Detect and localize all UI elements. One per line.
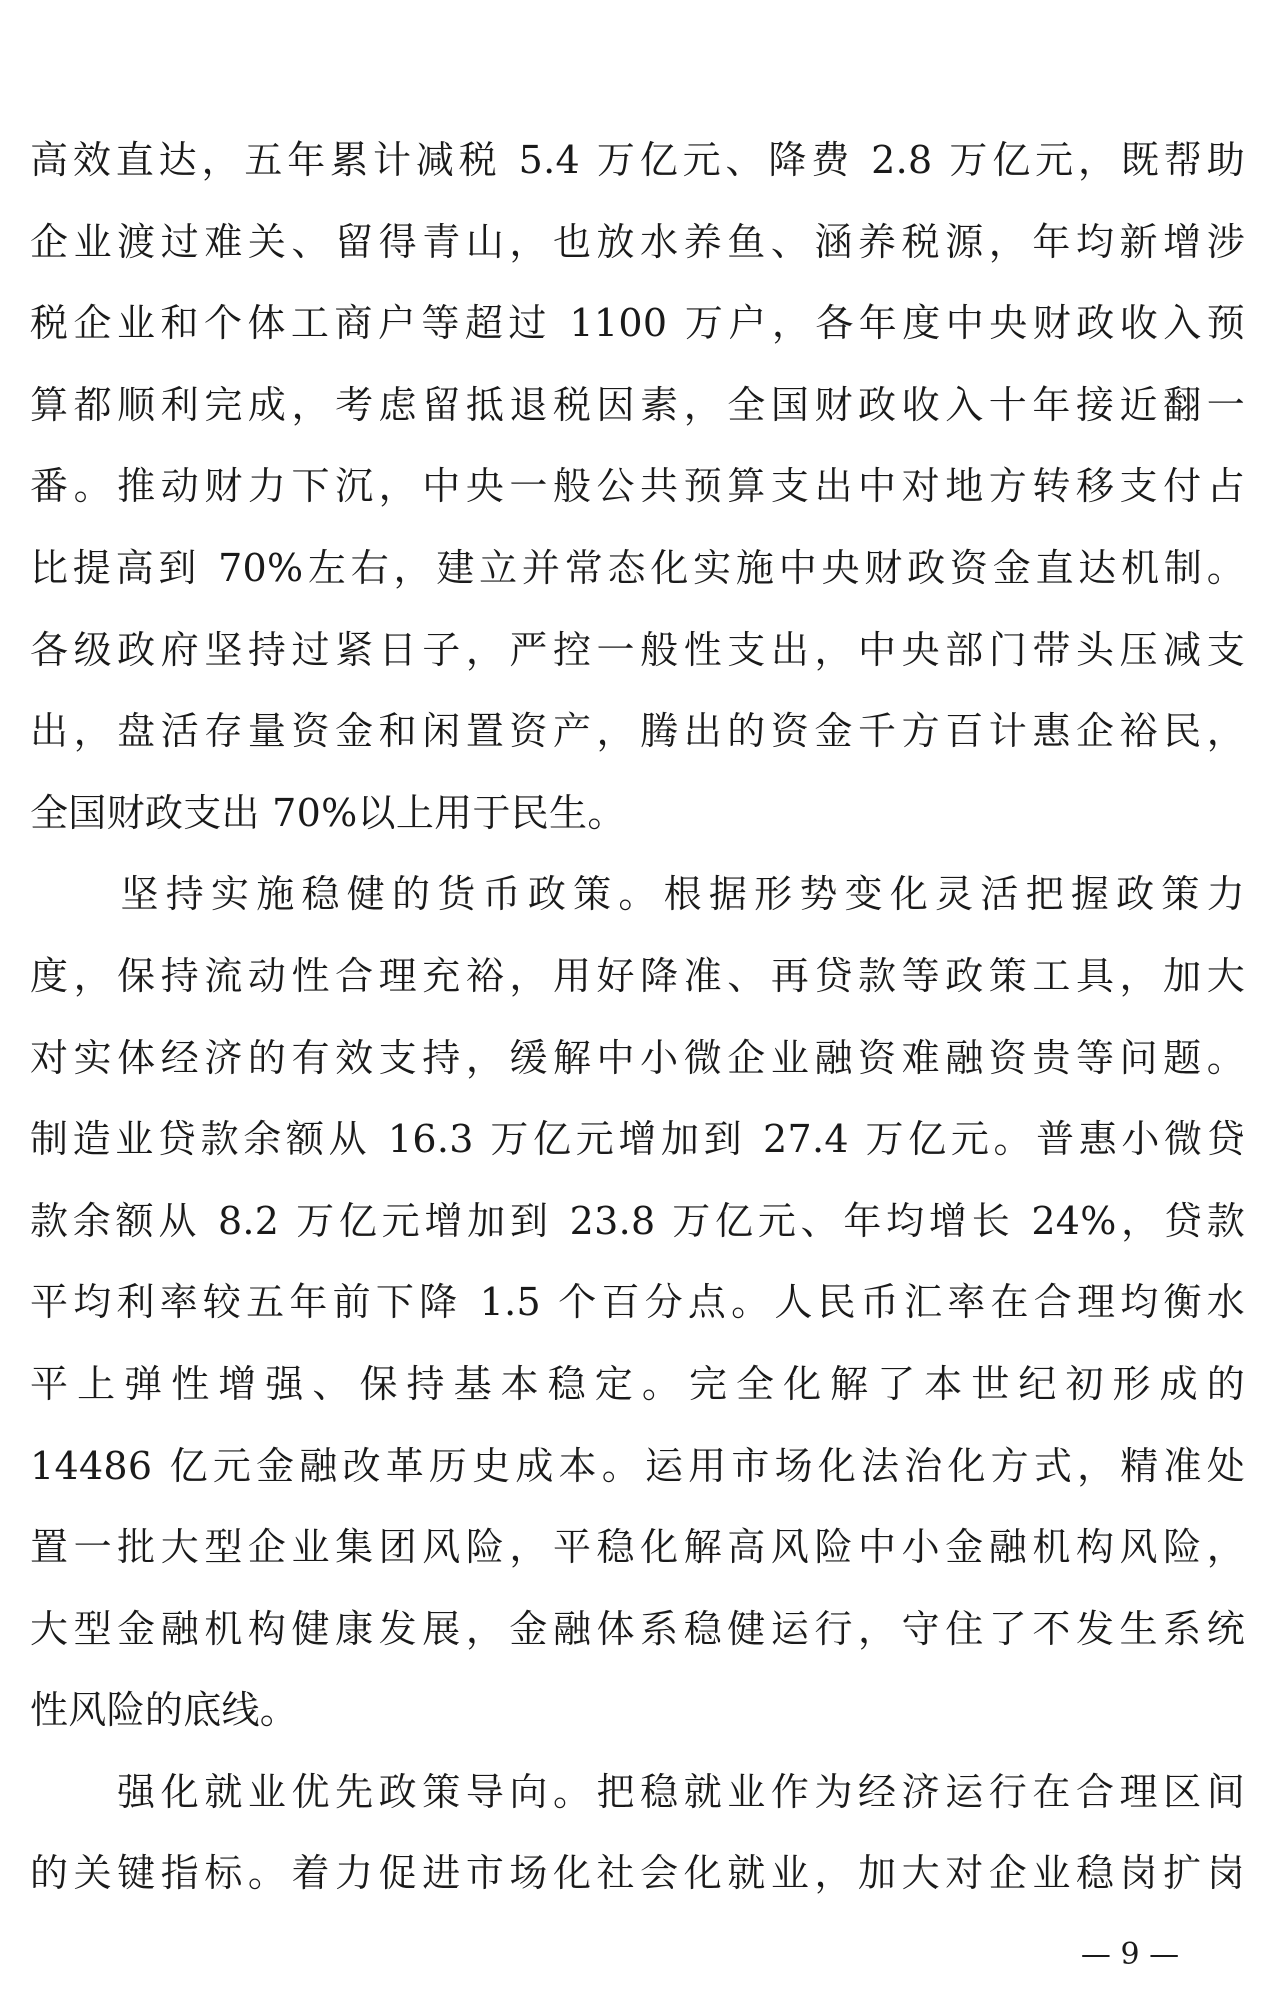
- text-line: 14486 亿元金融改革历史成本。运用市场化法治化方式，精准处: [30, 1443, 1245, 1488]
- text-line: 度，保持流动性合理充裕，用好降准、再贷款等政策工具，加大: [30, 953, 1245, 998]
- text-line: 置一批大型企业集团风险，平稳化解高风险中小金融机构风险，: [30, 1525, 1245, 1570]
- text-line: 强化就业优先政策导向。把稳就业作为经济运行在合理区间: [30, 1769, 1245, 1814]
- text-line: 性风险的底线。: [30, 1688, 299, 1733]
- text-line: 全国财政支出 70%以上用于民生。: [30, 790, 626, 835]
- text-line: 平均利率较五年前下降 1.5 个百分点。人民币汇率在合理均衡水: [30, 1280, 1245, 1325]
- text-line: 款余额从 8.2 万亿元增加到 23.8 万亿元、年均增长 24%，贷款: [30, 1198, 1245, 1243]
- text-line: 制造业贷款余额从 16.3 万亿元增加到 27.4 万亿元。普惠小微贷: [30, 1117, 1245, 1162]
- text-line: 大型金融机构健康发展，金融体系稳健运行，守住了不发生系统: [30, 1606, 1245, 1651]
- text-line: 高效直达，五年累计减税 5.4 万亿元、降费 2.8 万亿元，既帮助: [30, 138, 1245, 182]
- text-line: 算都顺利完成，考虑留抵退税因素，全国财政收入十年接近翻一: [30, 382, 1245, 427]
- text-line: 比提高到 70%左右，建立并常态化实施中央财政资金直达机制。: [30, 545, 1245, 590]
- text-line: 企业渡过难关、留得青山，也放水养鱼、涵养税源，年均新增涉: [30, 219, 1245, 264]
- text-line: 税企业和个体工商户等超过 1100 万户，各年度中央财政收入预: [30, 301, 1245, 346]
- text-line: 出，盘活存量资金和闲置资产，腾出的资金千方百计惠企裕民，: [30, 709, 1245, 754]
- text-line: 坚持实施稳健的货币政策。根据形势变化灵活把握政策力: [30, 872, 1245, 917]
- text-line: 各级政府坚持过紧日子，严控一般性支出，中央部门带头压减支: [30, 627, 1245, 672]
- text-line: 番。推动财力下沉，中央一般公共预算支出中对地方转移支付占: [30, 464, 1245, 509]
- page-number: — 9 —: [1080, 1937, 1180, 1972]
- body-text: [30, 120, 1245, 1915]
- text-line: 平上弹性增强、保持基本稳定。完全化解了本世纪初形成的: [30, 1361, 1245, 1406]
- text-line: 的关键指标。着力促进市场化社会化就业，加大对企业稳岗扩岗: [30, 1851, 1245, 1896]
- text-line: 对实体经济的有效支持，缓解中小微企业融资难融资贵等问题。: [30, 1035, 1245, 1080]
